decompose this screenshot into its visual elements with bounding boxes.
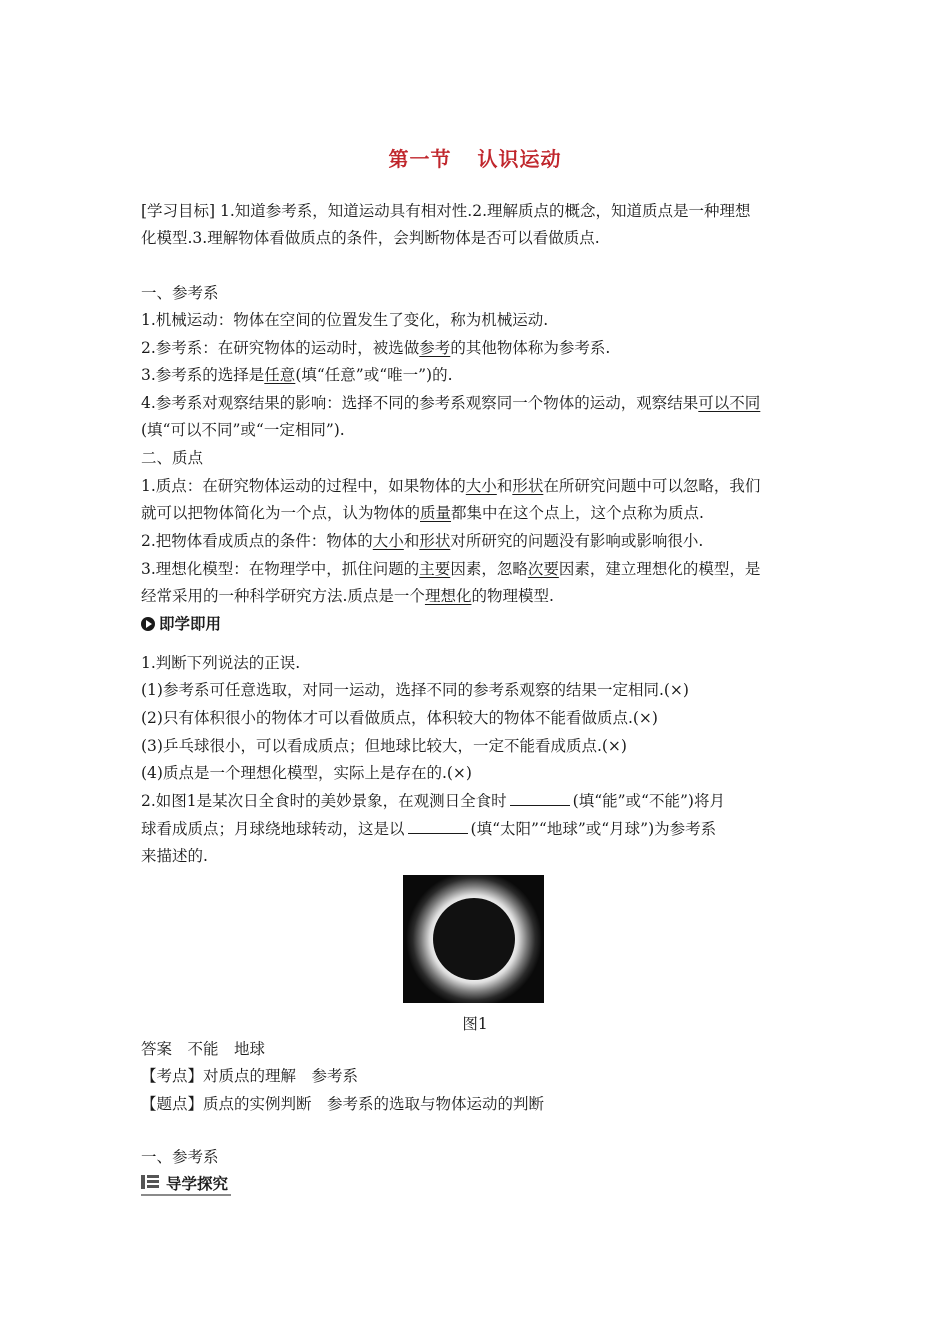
practice-heading: 即学即用 bbox=[141, 614, 221, 634]
section-2-item-2: 2.把物体看成质点的条件：物体的大小和形状对所研究的问题没有影响或影响很小. bbox=[141, 532, 704, 550]
practice-q2: 2.如图1是某次日全食时的美妙景象，在观测日全食时 (填“能”或“不能”)将月 bbox=[141, 792, 725, 810]
objectives-line-1: [学习目标] 1.知道参考系，知道运动具有相对性.2.理解质点的概念，知道质点是一种理想 bbox=[141, 202, 751, 220]
underlined-answer: 任意 bbox=[264, 366, 296, 384]
underlined-answer: 大小 bbox=[465, 477, 497, 495]
practice-q1-3: (3)乒乓球很小，可以看成质点；但地球比较大，一定不能看成质点.(×) bbox=[141, 737, 627, 755]
title-topic: 认识运动 bbox=[477, 147, 562, 171]
answer-blank bbox=[510, 791, 570, 806]
tidian-line: 【题点】质点的实例判断 参考系的选取与物体运动的判断 bbox=[141, 1095, 545, 1113]
section-1-heading: 一、参考系 bbox=[141, 284, 219, 302]
section-2-item-1: 1.质点：在研究物体运动的过程中，如果物体的大小和形状在所研究问题中可以忽略，我们 bbox=[141, 477, 761, 495]
underlined-answer: 可以不同 bbox=[698, 394, 761, 412]
answer-blank bbox=[408, 819, 468, 834]
guide-section-header bbox=[141, 1172, 231, 1196]
practice-q1-2: (2)只有体积很小的物体才可以看做质点，体积较大的物体不能看做质点.(×) bbox=[141, 709, 658, 727]
guide-title: 导学探究 bbox=[166, 1175, 229, 1193]
section-1-item-4: 4.参考系对观察结果的影响：选择不同的参考系观察同一个物体的运动，观察结果可以不同 bbox=[141, 394, 761, 412]
underlined-answer: 次要 bbox=[527, 560, 559, 578]
practice-q1: 1.判断下列说法的正误. bbox=[141, 654, 301, 672]
underlined-answer: 参考 bbox=[419, 339, 451, 357]
figure-caption: 图1 bbox=[462, 1015, 488, 1033]
section-2-item-3-cont: 经常采用的一种科学研究方法.质点是一个理想化的物理模型. bbox=[141, 587, 554, 605]
objectives-line-2: 化模型.3.理解物体看做质点的条件，会判断物体是否可以看做质点. bbox=[141, 229, 600, 247]
title-section-number: 第一节 bbox=[388, 147, 452, 171]
answer-line: 答案 不能 地球 bbox=[141, 1040, 266, 1058]
section-1-item-1: 1.机械运动：物体在空间的位置发生了变化，称为机械运动. bbox=[141, 311, 549, 329]
underlined-answer: 大小 bbox=[372, 532, 404, 550]
section-3-heading: 一、参考系 bbox=[141, 1148, 219, 1166]
play-icon bbox=[141, 617, 155, 631]
solar-eclipse-image bbox=[403, 875, 544, 1003]
practice-q1-4: (4)质点是一个理想化模型，实际上是存在的.(×) bbox=[141, 764, 472, 782]
section-1-item-3: 3.参考系的选择是任意(填“任意”或“唯一”)的. bbox=[141, 366, 453, 384]
section-1-item-4-cont: (填“可以不同”或“一定相同”). bbox=[141, 421, 345, 439]
practice-q1-1: (1)参考系可任意选取，对同一运动，选择不同的参考系观察的结果一定相同.(×) bbox=[141, 681, 689, 699]
underlined-answer: 质量 bbox=[420, 504, 452, 522]
list-icon bbox=[141, 1175, 159, 1189]
section-1-item-2: 2.参考系：在研究物体的运动时，被选做参考的其他物体称为参考系. bbox=[141, 339, 611, 357]
underlined-answer: 理想化 bbox=[424, 587, 472, 605]
underlined-answer: 形状 bbox=[512, 477, 544, 495]
section-2-heading: 二、质点 bbox=[141, 449, 204, 467]
kaodian-line: 【考点】对质点的理解 参考系 bbox=[141, 1067, 359, 1085]
page-title bbox=[0, 143, 950, 172]
section-2-item-3: 3.理想化模型：在物理学中，抓住问题的主要因素，忽略次要因素，建立理想化的模型，是 bbox=[141, 560, 761, 578]
underlined-answer: 主要 bbox=[419, 560, 451, 578]
practice-q2-cont: 球看成质点；月球绕地球转动，这是以 (填“太阳”“地球”或“月球”)为参考系 bbox=[141, 820, 717, 838]
practice-q2-end: 来描述的. bbox=[141, 847, 208, 865]
section-2-item-1-cont: 就可以把物体简化为一个点，认为物体的质量都集中在这个点上，这个点称为质点. bbox=[141, 504, 704, 522]
underlined-answer: 形状 bbox=[419, 532, 451, 550]
